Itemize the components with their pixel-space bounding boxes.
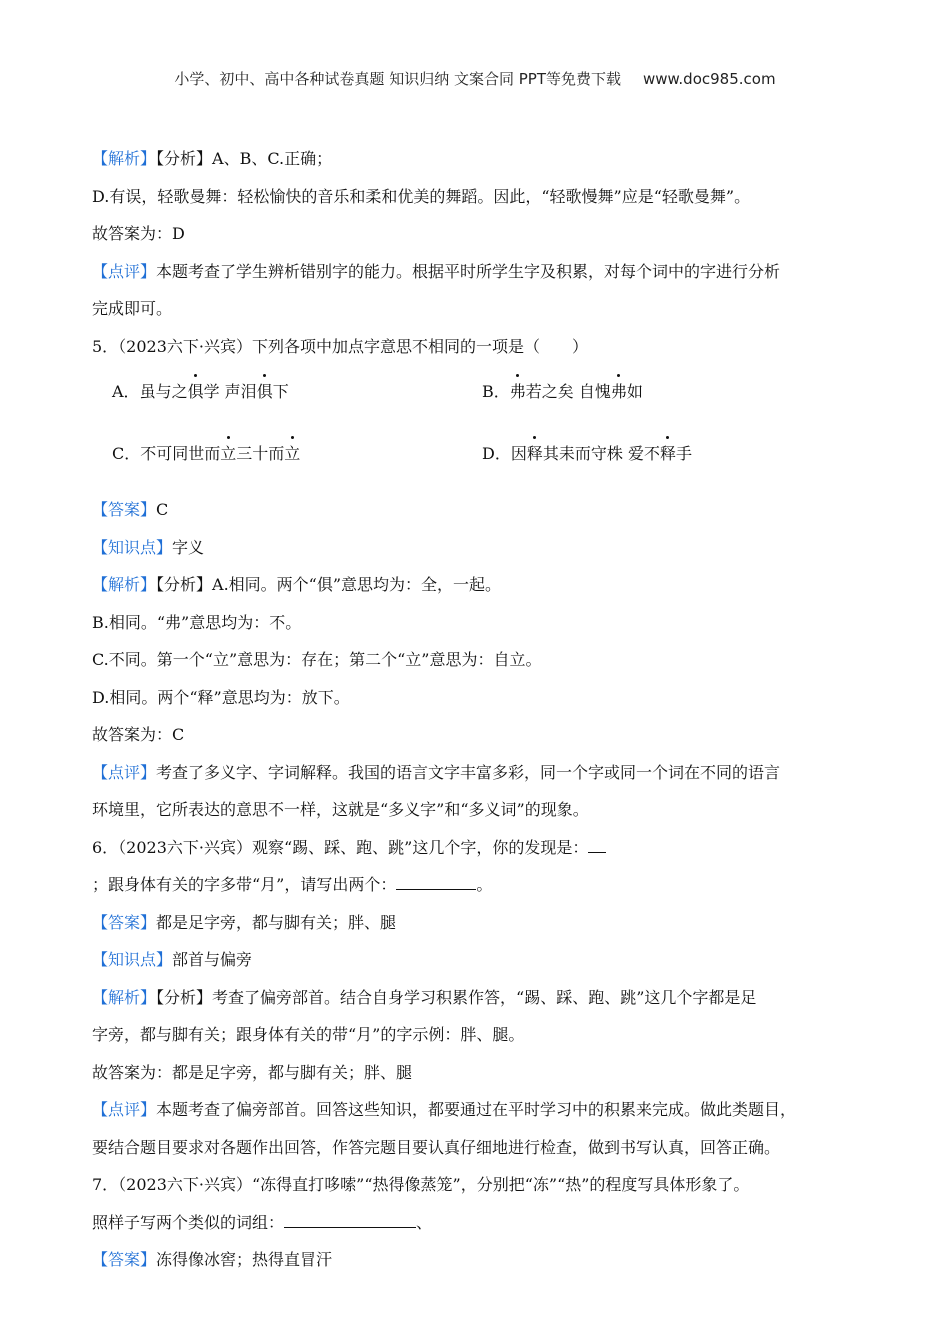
q6-knowledge-line <box>92 941 872 979</box>
sec4-comment-line-2: 完成即可。 <box>92 299 173 318</box>
option-a-text-2: 学 声泪 <box>203 382 257 401</box>
q6-stem-2b: 。 <box>476 875 493 894</box>
q5-analysis-d: D.相同。两个“释”意思均为：放下。 <box>92 687 350 707</box>
analysis-tag: 【解析】 <box>92 987 157 1007</box>
q5-answer: C <box>156 500 169 519</box>
q6-blank-2[interactable] <box>396 872 476 890</box>
document-body <box>92 140 872 1279</box>
q6-comment-1: 本题考查了偏旁部首。回答这些知识，都要通过在平时学习中的积累来完成。做此类题目， <box>156 1100 797 1119</box>
q7-stem-2b: 、 <box>416 1212 433 1232</box>
q5-stem: 5．（2023六下·兴宾）下列各项中加点字意思不相同的一项是（ ） <box>92 336 588 356</box>
comment-tag: 【点评】 <box>92 762 157 782</box>
q7-stem-line-2 <box>92 1204 872 1242</box>
option-a-text-1: 虽与之 <box>139 382 188 401</box>
option-c-text-1: 不可同世而 <box>140 444 221 463</box>
knowledge-tag: 【知识点】 <box>92 950 173 969</box>
option-a-text-3: 下 <box>272 382 289 401</box>
q6-analysis-line-1 <box>92 979 872 1017</box>
option-d-text-3: 手 <box>675 444 692 463</box>
q6-conclusion: 故答案为：都是足字旁，都与脚有关；胖、腿 <box>92 1062 413 1082</box>
option-b-label: B． <box>482 382 510 401</box>
option-b-dotted-char-1: 弗 <box>510 379 526 402</box>
option-c-text-2: 三十而 <box>236 444 285 463</box>
q5-option-a <box>112 379 289 402</box>
option-c-dotted-char-2: 立 <box>284 441 300 464</box>
option-b-text-2: 如 <box>626 382 643 401</box>
q7-stem-2a: 照样子写两个类似的词组： <box>92 1212 285 1232</box>
option-b-text-1: 若之矣 自愧 <box>525 382 611 401</box>
q6-blank-1[interactable] <box>588 835 606 853</box>
q6-stem-2a: ；跟身体有关的字多带“月”，请写出两个： <box>92 875 397 894</box>
sec4-comment-text-1: 本题考查了学生辨析错别字的能力。根据平时所学生字及积累，对每个词中的字进行分析 <box>156 261 781 281</box>
option-c-dotted-char-1: 立 <box>220 441 236 464</box>
q7-stem-1: 7．（2023六下·兴宾）“冻得直打哆嗦”“热得像蒸笼”，分别把“冻”“热”的程度写具体形象了。 <box>92 1175 750 1194</box>
comment-tag: 【点评】 <box>92 1100 157 1119</box>
sec4-analysis-text: 【分析】A、B、C.正确； <box>156 149 333 168</box>
q6-stem-1: 6．（2023六下·兴宾）观察“踢、踩、跑、跳”这几个字，你的发现是： <box>92 837 589 857</box>
q5-analysis-c: C.不同。第一个“立”意思为：存在；第二个“立”意思为：自立。 <box>92 650 542 669</box>
q6-stem-line-2 <box>92 866 872 904</box>
q5-option-b <box>482 379 643 402</box>
option-a-dotted-char-1: 俱 <box>188 379 204 402</box>
q5-options <box>92 365 872 491</box>
q5-option-d <box>482 441 692 464</box>
q6-answer-line <box>92 904 872 942</box>
q5-knowledge: 字义 <box>172 537 205 557</box>
q7-answer-line <box>92 1241 872 1279</box>
q5-comment-2: 环境里，它所表达的意思不一样，这就是“多义字”和“多义词”的现象。 <box>92 800 589 819</box>
q6-answer: 都是足字旁，都与脚有关；胖、腿 <box>156 912 397 932</box>
q6-comment-2: 要结合题目要求对各题作出回答，作答完题目要认真仔细地进行检查，做到书写认真，回答正确。 <box>92 1137 781 1157</box>
option-a-dotted-char-2: 俱 <box>257 379 273 402</box>
header-text: 小学、初中、高中各种试卷真题 知识归纳 文案合同 PPT等免费下载 <box>174 70 621 88</box>
q6-comment-line-1 <box>92 1091 872 1129</box>
option-a-label: A． <box>112 382 140 401</box>
answer-tag: 【答案】 <box>92 912 157 932</box>
sec4-comment-line-1 <box>92 253 872 291</box>
q7-blank-1[interactable] <box>284 1210 416 1228</box>
sec4-analysis-line <box>92 140 872 178</box>
option-d-label: D． <box>482 444 511 463</box>
q5-analysis-b: B.相同。“弗”意思均为：不。 <box>92 612 302 632</box>
option-d-dotted-char-2: 释 <box>660 441 676 464</box>
sec4-conclusion: 故答案为：D <box>92 224 185 243</box>
q6-analysis-1: 【分析】考查了偏旁部首。结合自身学习积累作答，“踢、踩、跑、跳”这几个字都是足 <box>156 987 757 1007</box>
answer-tag: 【答案】 <box>92 500 157 519</box>
header-site: www.doc985.com <box>642 70 776 88</box>
sec4-d-line: D.有误，轻歌曼舞：轻松愉快的音乐和柔和优美的舞蹈。因此，“轻歌慢舞”应是“轻歌曼舞”。 <box>92 186 751 206</box>
q5-knowledge-line <box>92 529 872 567</box>
answer-tag: 【答案】 <box>92 1250 157 1269</box>
knowledge-tag: 【知识点】 <box>92 537 173 557</box>
option-d-text-1: 因 <box>510 444 527 463</box>
q5-answer-line <box>92 491 872 529</box>
q6-stem-line-1 <box>92 829 872 867</box>
q5-conclusion: 故答案为：C <box>92 725 185 744</box>
q5-analysis-line-a <box>92 566 872 604</box>
option-b-dotted-char-2: 弗 <box>611 379 627 402</box>
option-c-label: C． <box>112 444 141 463</box>
comment-tag: 【点评】 <box>92 261 157 281</box>
q6-analysis-2: 字旁，都与脚有关；跟身体有关的带“月”的字示例：胖、腿。 <box>92 1025 525 1044</box>
q5-comment-line-1 <box>92 754 872 792</box>
page-header <box>0 68 950 89</box>
analysis-tag: 【解析】 <box>92 149 157 168</box>
option-d-dotted-char-1: 释 <box>527 441 543 464</box>
q5-analysis-a: 【分析】A.相同。两个“俱”意思均为：全，一起。 <box>156 575 502 594</box>
q5-comment-1: 考查了多义字、字词解释。我国的语言文字丰富多彩，同一个字或同一个词在不同的语言 <box>156 762 781 782</box>
option-d-text-2: 其耒而守株 爱不 <box>542 444 660 463</box>
q7-answer: 冻得像冰窖；热得直冒汗 <box>156 1250 333 1269</box>
q6-knowledge: 部首与偏旁 <box>172 950 253 969</box>
analysis-tag: 【解析】 <box>92 575 157 594</box>
q5-option-c <box>112 441 300 464</box>
